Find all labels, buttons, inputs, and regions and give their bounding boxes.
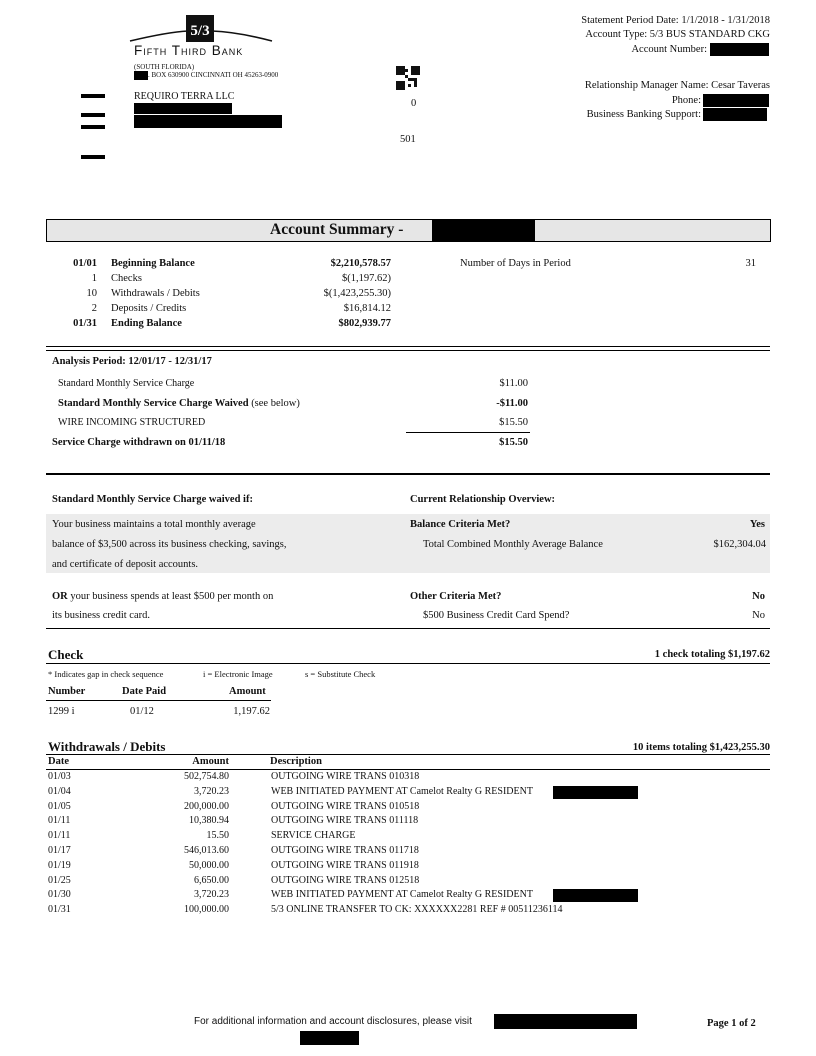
waived-label: Standard Monthly Service Charge Waived (see below)	[58, 398, 300, 409]
withdrawals-total: 10 items totaling $1,423,255.30	[632, 742, 770, 753]
withdrawal-amount: 502,754.80	[184, 771, 229, 782]
withdrawal-description: OUTGOING WIRE TRANS 010318	[271, 771, 420, 782]
summary-code: 01/31	[73, 318, 97, 329]
waiver-line-5: its business credit card.	[52, 610, 150, 621]
combined-balance-label: Total Combined Monthly Average Balance	[423, 539, 603, 550]
check-amount: 1,197.62	[233, 706, 270, 717]
check-col-amount: Amount	[229, 686, 266, 697]
check-legend-substitute: s = Substitute Check	[305, 669, 376, 679]
checks-total: 1 check totaling $1,197.62	[654, 649, 770, 660]
summary-header-bar	[46, 219, 771, 242]
withdrawal-amount: 3,720.23	[194, 785, 229, 797]
page-number: Page 1 of 2	[707, 1018, 756, 1029]
summary-code: 01/01	[73, 258, 97, 269]
withdrawal-amount: 3,720.23	[194, 889, 229, 901]
footer-text: For additional information and account disclosures, please visit	[194, 1016, 472, 1027]
withdrawal-amount: 10,380.94	[189, 815, 229, 827]
divider	[46, 769, 770, 770]
withdrawal-description: OUTGOING WIRE TRANS 010518	[271, 800, 420, 812]
summary-label: Withdrawals / Debits	[111, 288, 200, 299]
withdrawal-amount: 50,000.00	[189, 859, 229, 871]
withdrawal-amount: 15.50	[206, 830, 229, 842]
phone-label: Phone:	[671, 95, 701, 106]
days-value: 31	[745, 258, 756, 269]
redaction	[432, 220, 535, 241]
bank-name: Fifth Third Bank	[134, 43, 244, 58]
check-date: 01/12	[130, 706, 154, 717]
barcode-mark	[81, 155, 105, 159]
checks-title: Check	[48, 647, 84, 662]
mail-code-501: 501	[400, 134, 416, 145]
withdrawal-description: 5/3 ONLINE TRANSFER TO CK: XXXXXX2281 REF # 00511236114	[271, 904, 563, 916]
withdrawals-col-description: Description	[270, 756, 322, 767]
summary-label: Ending Balance	[111, 318, 182, 329]
relationship-manager: Relationship Manager Name: Cesar Taveras	[584, 80, 770, 91]
bank-address: . BOX 630900 CINCINNATI OH 45263-0900	[148, 71, 279, 79]
statement-period: Statement Period Date: 1/1/2018 - 1/31/2018	[581, 15, 770, 26]
summary-label: Deposits / Credits	[111, 303, 187, 314]
redaction	[134, 115, 282, 128]
check-col-number: Number	[48, 686, 86, 697]
divider	[46, 700, 271, 701]
charge-label: Standard Monthly Service Charge	[58, 378, 195, 389]
days-label: Number of Days in Period	[460, 258, 571, 269]
divider	[46, 663, 770, 664]
bank-region: (SOUTH FLORIDA)	[134, 63, 195, 71]
withdrawal-date: 01/19	[48, 859, 71, 871]
redaction	[703, 94, 769, 107]
redaction	[300, 1031, 359, 1045]
withdrawal-date: 01/11	[48, 830, 71, 842]
subtotal-line	[406, 432, 530, 433]
svg-text:5/3: 5/3	[190, 23, 210, 39]
withdrawal-description: WEB INITIATED PAYMENT AT Camelot Realty G RESIDENT	[271, 785, 533, 797]
barcode-mark	[81, 113, 105, 117]
withdrawal-date: 01/04	[48, 785, 71, 797]
waiver-line-1: Your business maintains a total monthly average	[52, 519, 256, 530]
divider	[46, 628, 770, 629]
mail-code-0: 0	[411, 98, 417, 109]
account-type: Account Type: 5/3 BUS STANDARD CKG	[585, 29, 770, 40]
waived-value: -$11.00	[496, 398, 528, 409]
withdrawn-label: Service Charge withdrawn on 01/11/18	[52, 437, 226, 448]
bank-logo-icon	[128, 14, 274, 44]
qr-code-icon	[396, 66, 420, 90]
other-criteria-label: Other Criteria Met?	[410, 591, 502, 602]
customer-name: REQUIRO TERRA LLC	[134, 91, 235, 102]
check-number: 1299 i	[48, 706, 75, 717]
redaction	[494, 1014, 637, 1029]
withdrawal-description: OUTGOING WIRE TRANS 011118	[271, 815, 419, 827]
overview-heading: Current Relationship Overview:	[410, 494, 556, 505]
summary-label: Checks	[111, 273, 142, 284]
withdrawals-col-amount: Amount	[192, 756, 229, 767]
divider	[46, 346, 770, 347]
redaction	[134, 103, 232, 114]
summary-amount: $802,939.77	[338, 318, 391, 329]
combined-balance-value: $162,304.04	[713, 539, 766, 550]
card-spend-label: $500 Business Credit Card Spend?	[423, 610, 570, 621]
balance-criteria-label: Balance Criteria Met?	[410, 519, 511, 530]
wire-value: $15.50	[499, 417, 528, 428]
waiver-line-2: balance of $3,500 across its business checking, savings,	[52, 539, 287, 550]
divider	[46, 473, 770, 475]
redaction	[134, 71, 148, 80]
withdrawals-col-date: Date	[48, 756, 69, 767]
withdrawal-date: 01/03	[48, 771, 71, 782]
waiver-line-3: and certificate of deposit accounts.	[52, 559, 199, 570]
redaction	[710, 43, 769, 56]
withdrawal-amount: 200,000.00	[184, 800, 229, 812]
divider	[46, 754, 770, 755]
summary-code: 2	[91, 303, 97, 314]
summary-amount: $16,814.12	[343, 303, 391, 314]
withdrawals-title: Withdrawals / Debits	[48, 739, 166, 754]
withdrawal-description: OUTGOING WIRE TRANS 011718	[271, 845, 419, 856]
support-label: Business Banking Support:	[586, 109, 701, 120]
divider	[46, 350, 770, 351]
charge-value: $11.00	[499, 378, 528, 389]
check-col-date: Date Paid	[122, 686, 167, 697]
summary-code: 1	[91, 273, 97, 284]
waiver-heading: Standard Monthly Service Charge waived if:	[52, 494, 253, 505]
waiver-line-4: OR your business spends at least $500 per month on	[52, 591, 274, 602]
analysis-period: Analysis Period: 12/01/17 - 12/31/17	[52, 356, 212, 367]
withdrawal-description: OUTGOING WIRE TRANS 012518	[271, 874, 420, 886]
card-spend-value: No	[752, 610, 765, 621]
withdrawal-description: WEB INITIATED PAYMENT AT Camelot Realty G RESIDENT	[271, 889, 533, 901]
withdrawal-description: SERVICE CHARGE	[271, 830, 356, 842]
account-number-label: Account Number:	[631, 44, 707, 55]
summary-amount: $(1,197.62)	[342, 273, 391, 284]
withdrawal-date: 01/30	[48, 889, 71, 901]
withdrawal-amount: 546,013.60	[184, 845, 229, 856]
wire-label: WIRE INCOMING STRUCTURED	[58, 417, 206, 428]
barcode-mark	[81, 94, 105, 98]
withdrawal-date: 01/25	[48, 874, 71, 886]
summary-label: Beginning Balance	[111, 258, 195, 269]
summary-title: Account Summary -	[270, 221, 404, 238]
withdrawal-date: 01/11	[48, 815, 71, 827]
barcode-mark	[81, 125, 105, 129]
redaction	[553, 786, 638, 799]
balance-criteria-value: Yes	[749, 519, 765, 530]
check-legend-gap: * Indicates gap in check sequence	[48, 669, 164, 679]
redaction	[703, 108, 767, 121]
check-legend-image: i = Electronic Image	[203, 669, 273, 679]
redaction	[553, 889, 638, 902]
withdrawal-date: 01/31	[48, 904, 71, 916]
withdrawal-amount: 100,000.00	[184, 904, 229, 916]
withdrawal-date: 01/05	[48, 800, 71, 812]
summary-code: 10	[86, 288, 97, 299]
withdrawal-description: OUTGOING WIRE TRANS 011918	[271, 859, 419, 871]
withdrawal-date: 01/17	[48, 845, 71, 856]
withdrawal-amount: 6,650.00	[194, 874, 229, 886]
withdrawn-value: $15.50	[499, 437, 528, 448]
summary-amount: $2,210,578.57	[330, 258, 391, 269]
summary-amount: $(1,423,255.30)	[323, 288, 391, 299]
other-criteria-value: No	[752, 591, 765, 602]
